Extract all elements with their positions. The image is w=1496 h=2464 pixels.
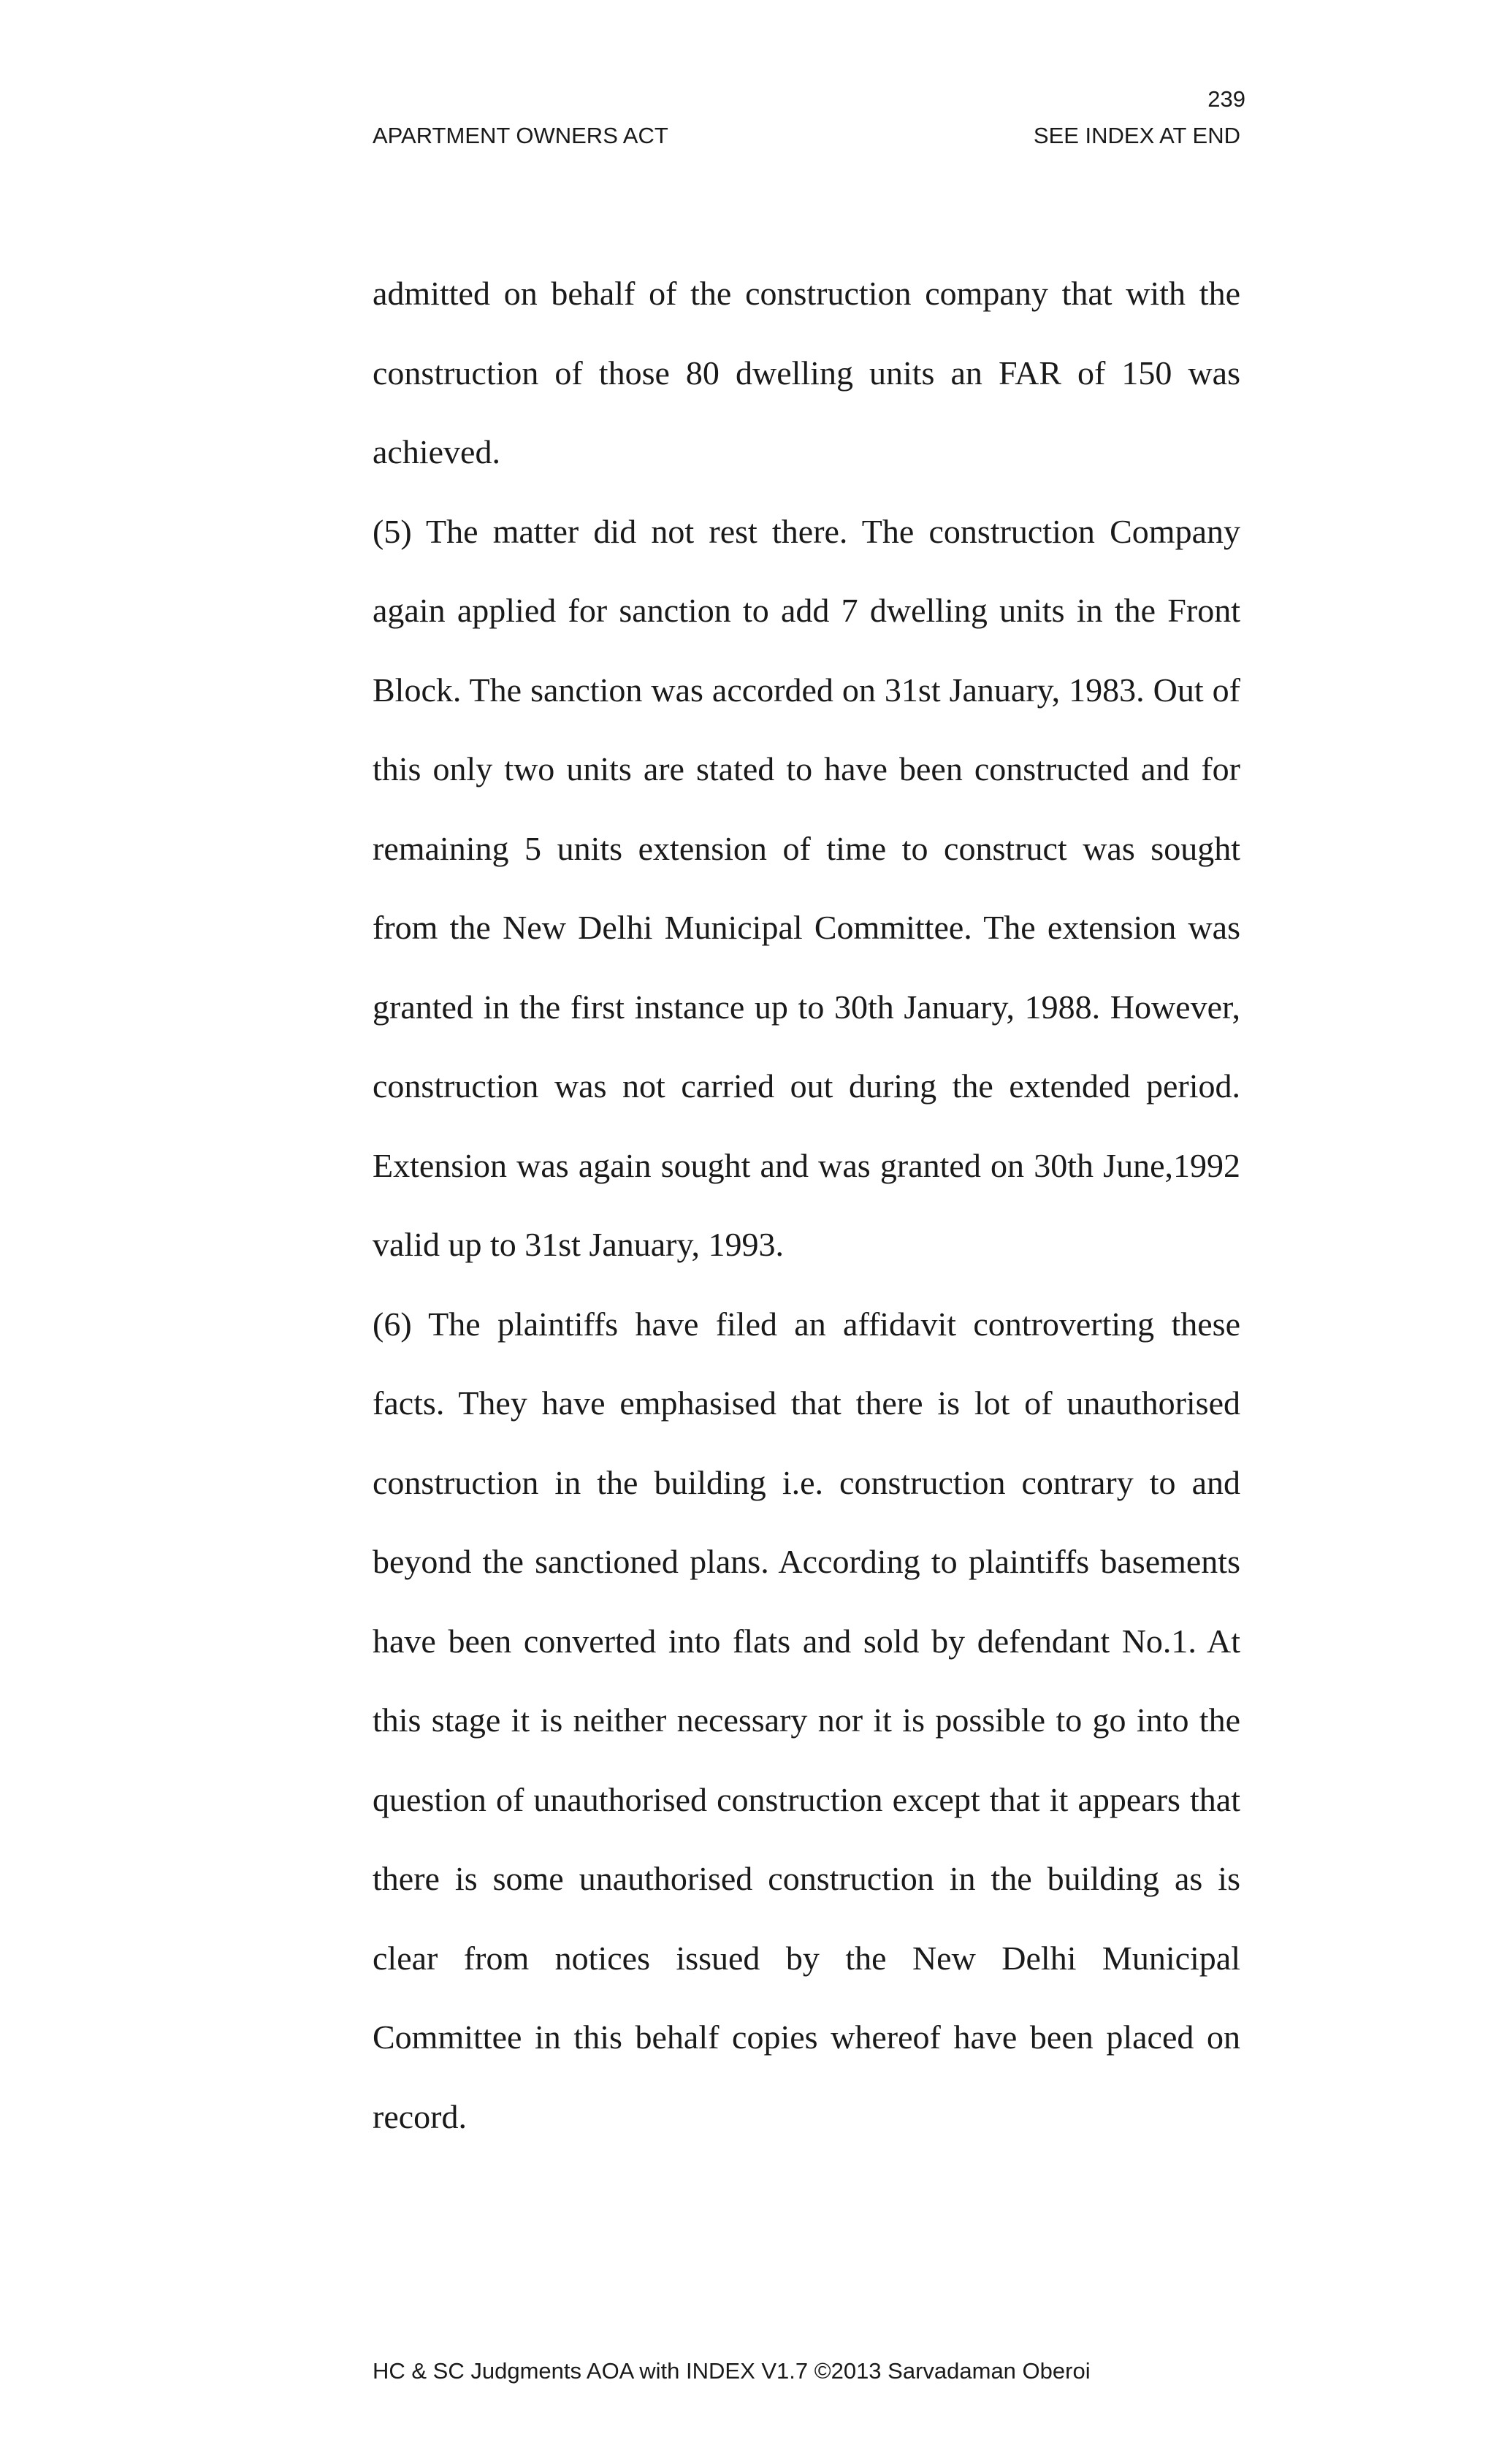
page-footer: HC & SC Judgments AOA with INDEX V1.7 ©2013 Sarvadaman Oberoi [373,2358,1091,2384]
paragraph-6: (6) The plaintiffs have filed an affidavit controverting these facts. They have emphasised that there is lot of unauthorised construction in the building i.e. construction contrary to and beyond the sanctioned plans. According to plaintiffs basements have been converted into flats and sold by defendant No.1. At this stage it is neither necessary nor it is possible to go into the question of unauthorised construction except that it appears that there is some unauthorised construction in the building as is clear from notices issued by the New Delhi Municipal Committee in this behalf copies whereof have been placed on record. [373,1305,1240,2135]
page-number: 239 [1207,86,1245,112]
paragraph-5: (5) The matter did not rest there. The construction Company again applied for sanction to add 7 dwelling units in the Front Block. The sanction was accorded on 31st January, 1983. Out of this only two units are stated to have been constructed and for remaining 5 units extension of time to construct was sought from the New Delhi Municipal Committee. The extension was granted in the first instance up to 30th January, 1988. However, construction was not carried out during the extended period. Extension was again sought and was granted on 30th June,1992 valid up to 31st January, 1993. [373,512,1240,1263]
header-title: APARTMENT OWNERS ACT [373,123,668,148]
running-header [373,124,1240,147]
paragraph-continuation: admitted on behalf of the construction company that with the construction of those 80 dwelling units an FAR of 150 was achieved. [373,275,1240,470]
document-body [373,254,1240,2156]
header-index-note: SEE INDEX AT END [1033,123,1240,148]
